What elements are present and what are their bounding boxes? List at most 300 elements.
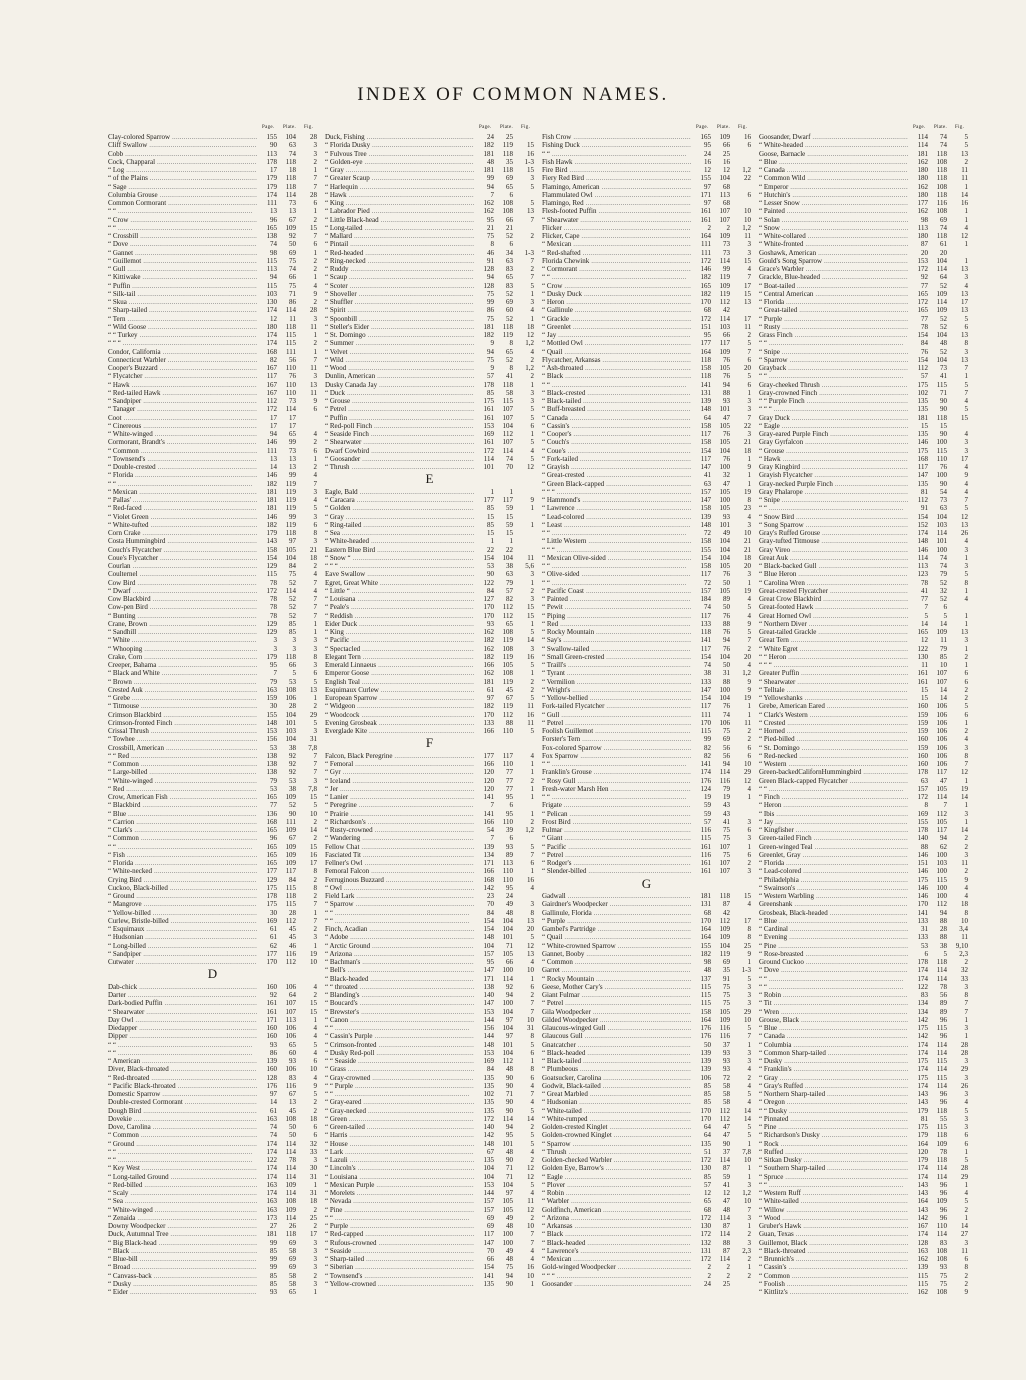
page-number: 174 — [257, 1148, 277, 1156]
page-number: 27 — [257, 1222, 277, 1230]
plate-number: 76 — [723, 570, 730, 579]
bird-name: “ White-fronted ..... — [759, 240, 908, 248]
bird-name: “ Black-crested ..... — [542, 389, 691, 397]
page-number: 85 — [691, 1173, 711, 1181]
page-number: 147 — [691, 463, 711, 471]
page-number: 85 — [474, 504, 494, 512]
plate-number: 112 — [285, 916, 296, 925]
figure-number: 2 — [964, 1205, 968, 1214]
figure-number: 2 — [530, 355, 534, 364]
figure-number: 5 — [747, 974, 751, 983]
plate-number: 112 — [719, 1114, 730, 1123]
plate-number: 106 — [936, 718, 947, 727]
plate-number: 32 — [723, 471, 730, 480]
index-entry — [759, 1288, 968, 1296]
page-number: 96 — [257, 216, 277, 224]
bird-name: Godwit, Black-tailed ..... — [542, 1082, 691, 1090]
figure-number: 5 — [313, 1040, 317, 1049]
index-entry — [759, 1131, 968, 1139]
bird-name: Great Crow Blackbird ..... — [759, 595, 908, 603]
plate-number: 114 — [285, 1189, 296, 1197]
page-number: 135 — [691, 1140, 711, 1148]
page-number: 2 — [691, 1263, 711, 1271]
page-number: 85 — [257, 1280, 277, 1288]
plate-number: 106 — [936, 727, 947, 735]
plate-number: 104 — [936, 256, 947, 265]
figure-number: 7 — [530, 256, 534, 265]
bird-name: “ Little Western ..... — [542, 537, 691, 545]
bird-name: “ Owl ..... — [325, 884, 474, 892]
bird-name: “ Common ..... — [108, 834, 257, 842]
plate-number: 105 — [502, 949, 513, 958]
plate-number: 107 — [936, 669, 947, 678]
page-number: 161 — [474, 438, 494, 446]
page-number: 46 — [474, 249, 494, 257]
figure-number: 3,4 — [959, 925, 968, 933]
plate-number: 110 — [502, 760, 513, 768]
plate-number: 107 — [285, 1007, 296, 1016]
index-entry — [759, 1280, 968, 1288]
index-entry — [108, 290, 317, 298]
index-entry — [759, 793, 968, 801]
page-number: 111 — [691, 249, 711, 257]
page-number: 142 — [908, 1214, 928, 1222]
index-entry — [325, 315, 534, 323]
plate-number: 101 — [285, 718, 296, 727]
plate-number: 115 — [936, 1123, 947, 1131]
index-entry — [759, 851, 968, 859]
figure-number: 26 — [961, 529, 968, 537]
page-number: 8 — [474, 240, 494, 248]
figure-number: 3 — [747, 405, 751, 414]
page-number: 155 — [691, 546, 711, 554]
bird-name: “ Blue ..... — [759, 158, 908, 166]
index-entry — [108, 150, 317, 158]
plate-number: 47 — [723, 1123, 730, 1131]
index-entry — [108, 529, 317, 537]
bird-name: “ Cassin's ..... — [759, 1263, 908, 1271]
bird-name: “ King ..... — [325, 628, 474, 636]
figure-number: 1 — [530, 314, 534, 323]
figure-number: 4 — [313, 586, 317, 595]
figure-number: 1 — [964, 1213, 968, 1222]
page-number: 135 — [474, 1107, 494, 1115]
bird-name: “ Green-tailed ..... — [325, 1123, 474, 1131]
index-entry — [108, 430, 317, 438]
figure-number: 5 — [964, 570, 968, 579]
bird-name: “ Western Warbling ..... — [759, 892, 908, 900]
plate-number: 38 — [940, 941, 947, 950]
index-entry — [108, 892, 317, 900]
index-entry — [108, 686, 317, 694]
figure-number: 3 — [313, 1246, 317, 1255]
index-entry — [325, 925, 534, 933]
figure-number: 4 — [964, 537, 968, 546]
page-number: 181 — [691, 892, 711, 900]
plate-number: 119 — [285, 520, 296, 529]
bird-name: “ Sandpiper ..... — [108, 397, 257, 405]
bird-name: “ Arizona ..... — [325, 950, 474, 958]
plate-number: 103 — [936, 520, 947, 529]
index-entry — [759, 273, 968, 281]
plate-number: 97 — [506, 1189, 513, 1197]
index-entry — [542, 480, 751, 488]
page-number: 82 — [257, 356, 277, 364]
page-number: 94 — [474, 348, 494, 356]
page-number: 120 — [908, 1148, 928, 1156]
page-number: 181 — [257, 496, 277, 504]
figure-number: 1 — [313, 619, 317, 628]
plate-number: 105 — [719, 421, 730, 430]
page-number: 120 — [474, 768, 494, 776]
index-entry — [108, 546, 317, 554]
figure-number: 6 — [313, 1057, 317, 1065]
index-entry — [542, 661, 751, 669]
index-entry — [759, 909, 968, 917]
index-entry — [759, 785, 968, 793]
plate-number: 73 — [940, 496, 947, 504]
bird-name: “ Piping ..... — [542, 612, 691, 620]
plate-number: 109 — [719, 232, 730, 240]
index-entry — [325, 463, 534, 471]
index-entry — [759, 942, 968, 950]
figure-number: 1 — [530, 430, 534, 438]
plate-number: 96 — [940, 1213, 947, 1222]
plate-number: 103 — [719, 322, 730, 331]
index-entry — [542, 513, 751, 521]
page-number: 141 — [691, 381, 711, 389]
plate-number: 49 — [506, 1246, 513, 1255]
plate-number: 91 — [723, 974, 730, 983]
page-number: 16 — [691, 158, 711, 166]
bird-name: “ “ ..... — [325, 1090, 474, 1098]
index-entry — [325, 1156, 534, 1164]
figure-number: 1 — [747, 578, 751, 587]
figure-number: 8 — [964, 339, 968, 348]
figure-number: 29 — [961, 1172, 968, 1181]
plate-number: 101 — [502, 933, 513, 942]
page-number: 180 — [908, 174, 928, 182]
page-number: 136 — [257, 810, 277, 818]
plate-number: 14 — [940, 694, 947, 702]
figure-number: 12 — [527, 1172, 534, 1181]
page-number: 160 — [257, 1065, 277, 1073]
figure-number: 7 — [530, 999, 534, 1008]
page-number: 182 — [474, 331, 494, 339]
page-number: 142 — [474, 1131, 494, 1139]
bird-name: “ Black-headed ..... — [325, 975, 474, 983]
plate-number: 104 — [936, 331, 947, 339]
page-number: 115 — [691, 834, 711, 842]
index-entry — [542, 389, 751, 397]
figure-number: 1 — [747, 388, 751, 397]
bird-name: “ White-headed ..... — [325, 537, 474, 545]
plate-number: 100 — [936, 867, 947, 876]
index-entry — [108, 1057, 317, 1065]
bird-name: “ “ ..... — [542, 579, 691, 587]
page-number: 134 — [908, 999, 928, 1007]
index-entry — [108, 867, 317, 875]
plate-number: 104 — [285, 133, 296, 141]
page-number: 118 — [691, 372, 711, 380]
page-number: 134 — [908, 1008, 928, 1016]
figure-number: 3 — [747, 867, 751, 876]
figure-number: 6 — [530, 982, 534, 991]
figure-number: 7 — [747, 413, 751, 422]
figure-number: 13 — [961, 355, 968, 364]
plate-number: 3 — [292, 636, 296, 645]
figure-number: 9,10 — [955, 941, 968, 950]
page-number: 172 — [474, 447, 494, 455]
page-number: 161 — [691, 216, 711, 224]
figure-number: 7 — [313, 760, 317, 768]
page-number: 154 — [908, 513, 928, 521]
plate-number: 119 — [285, 487, 296, 496]
index-entry — [108, 909, 317, 917]
index-entry — [759, 727, 968, 735]
index-entry — [325, 785, 534, 793]
plate-number: 104 — [719, 652, 730, 661]
page-number: 92 — [908, 273, 928, 281]
page-number: 175 — [908, 447, 928, 455]
figure-number: 3 — [747, 248, 751, 257]
index-entry — [325, 570, 534, 578]
plate-number: 48 — [506, 1222, 513, 1230]
plate-number: 66 — [723, 331, 730, 339]
index-entry — [108, 207, 317, 215]
plate-number: 56 — [723, 751, 730, 760]
figure-number: 5 — [747, 1131, 751, 1140]
figure-number: 5 — [747, 603, 751, 612]
index-entry — [542, 818, 751, 826]
figure-number: 2 — [313, 892, 317, 900]
page-number: 92 — [257, 991, 277, 999]
plate-number: 94 — [506, 1271, 513, 1280]
figure-number: 3 — [747, 991, 751, 999]
figure-number: 2 — [964, 685, 968, 694]
plate-number: 17 — [289, 413, 296, 422]
index-entry — [759, 537, 968, 545]
plate-number: 114 — [936, 265, 947, 273]
page-number: 154 — [908, 356, 928, 364]
index-entry — [108, 1247, 317, 1255]
plate-number: 114 — [936, 793, 947, 801]
index-entry — [759, 925, 968, 933]
page-number: 160 — [908, 735, 928, 743]
plate-number: 93 — [723, 512, 730, 521]
page-number: 157 — [908, 785, 928, 793]
figure-number: 2 — [747, 1230, 751, 1239]
index-entry — [325, 991, 534, 999]
bird-name: “ Gull ..... — [542, 711, 691, 719]
bird-name: “ Crow ..... — [108, 216, 257, 224]
index-entry — [325, 867, 534, 875]
page-number: 184 — [691, 595, 711, 603]
index-entry — [108, 1082, 317, 1090]
figure-number: 5 — [747, 339, 751, 348]
index-entry — [325, 414, 534, 422]
index-entry — [759, 306, 968, 314]
index-entry — [325, 909, 534, 917]
figure-number: 1 — [530, 974, 534, 983]
index-entry — [759, 257, 968, 265]
plate-number: 112 — [936, 900, 947, 909]
figure-number: 3 — [964, 1090, 968, 1098]
page-number: 156 — [474, 1024, 494, 1032]
figure-number: 2 — [964, 842, 968, 851]
bird-name: European Sparrow ..... — [325, 694, 474, 702]
index-entry — [759, 826, 968, 834]
bird-name: Esquimaux Curlew ..... — [325, 686, 474, 694]
figure-number: 13 — [961, 149, 968, 158]
plate-number: 100 — [936, 545, 947, 554]
plate-number: 118 — [936, 174, 947, 183]
bird-name: Flamingo, American ..... — [542, 183, 691, 191]
figure-number: 4 — [964, 281, 968, 290]
bird-name: “ Tern ..... — [108, 315, 257, 323]
index-entry — [325, 1090, 534, 1098]
figure-number: 9 — [747, 677, 751, 686]
page-number: 6 — [908, 950, 928, 958]
index-entry — [542, 950, 751, 958]
page-number: 172 — [691, 1156, 711, 1164]
index-entry — [759, 265, 968, 273]
page-number: 158 — [257, 546, 277, 554]
bird-name: “ Long-tailed Ground ..... — [108, 1173, 257, 1181]
index-entry — [759, 174, 968, 182]
bird-name: Cobb ..... — [108, 150, 257, 158]
page-number: 88 — [908, 843, 928, 851]
page-number: 166 — [474, 727, 494, 735]
index-entry — [759, 504, 968, 512]
plate-number: 79 — [723, 784, 730, 793]
index-entry — [759, 669, 968, 677]
figure-number: 7 — [747, 347, 751, 356]
index-entry — [759, 1032, 968, 1040]
page-number: 182 — [691, 290, 711, 298]
figure-number: 16 — [527, 1263, 534, 1272]
figure-number: 3 — [964, 438, 968, 447]
page-number: 170 — [908, 900, 928, 908]
bird-name: Condor, California ..... — [108, 348, 257, 356]
plate-number: 12 — [723, 166, 730, 174]
page-number: 12 — [908, 636, 928, 644]
page-number: 31 — [908, 925, 928, 933]
figure-number: 10 — [744, 529, 751, 537]
index-entry — [325, 801, 534, 809]
index-entry — [542, 1016, 751, 1024]
figure-number: 1 — [530, 289, 534, 298]
page-number: 95 — [691, 331, 711, 339]
bird-name: “ “ Red ..... — [108, 752, 257, 760]
index-entry — [325, 892, 534, 900]
index-entry — [325, 653, 534, 661]
page-number: 8 — [908, 801, 928, 809]
plate-header: Plate. — [717, 125, 731, 130]
figure-number: 6 — [313, 446, 317, 455]
bird-name: “ Blackbird ..... — [108, 801, 257, 809]
figure-number: 10 — [310, 809, 317, 818]
figure-number: 14 — [961, 190, 968, 199]
index-entry — [108, 405, 317, 413]
figure-number: 1,2 — [742, 1189, 751, 1197]
figure-number: 4 — [964, 735, 968, 744]
plate-number: 100 — [502, 966, 513, 975]
index-entry — [759, 620, 968, 628]
index-entry — [542, 942, 751, 950]
index-entry — [542, 1140, 751, 1148]
index-entry — [759, 216, 968, 224]
page-number: 161 — [691, 859, 711, 867]
page-number: 182 — [691, 273, 711, 281]
plate-number: 71 — [506, 1164, 513, 1173]
page-number: 122 — [908, 645, 928, 653]
page-number: 154 — [691, 554, 711, 562]
plate-number: 88 — [940, 933, 947, 942]
page-number: 179 — [257, 174, 277, 182]
page-number: 75 — [474, 290, 494, 298]
figure-number: 2 — [747, 727, 751, 735]
page-number: 57 — [691, 1181, 711, 1189]
bird-name: Greenshank ..... — [759, 900, 908, 908]
plate-number: 118 — [502, 149, 513, 158]
page-number: 176 — [691, 1024, 711, 1032]
bird-name: Gray-tufted Titmouse ..... — [759, 537, 908, 545]
page-number: 177 — [257, 950, 277, 958]
index-entry — [542, 1263, 751, 1271]
index-entry — [325, 199, 534, 207]
figure-number: 13 — [310, 380, 317, 389]
index-entry — [108, 1173, 317, 1181]
figure-number: 11 — [961, 174, 968, 183]
index-entry — [325, 760, 534, 768]
index-entry — [759, 719, 968, 727]
figure-number: 26 — [961, 1081, 968, 1090]
page-number: 177 — [257, 867, 277, 875]
figure-number: 2 — [530, 1123, 534, 1131]
index-entry — [542, 1082, 751, 1090]
index-entry — [759, 612, 968, 620]
plate-number: 116 — [285, 949, 296, 958]
page-number: 179 — [257, 183, 277, 191]
plate-number: 104 — [502, 1024, 513, 1032]
figure-number: 4 — [530, 1081, 534, 1090]
figure-number: 3 — [964, 347, 968, 356]
plate-number: 48 — [940, 339, 947, 348]
plate-number: 119 — [502, 652, 513, 661]
figure-number: 1,2 — [742, 166, 751, 174]
bird-name: “ Least ..... — [542, 521, 691, 529]
figure-number: 18 — [310, 1114, 317, 1123]
bird-name: “ Dove ..... — [108, 240, 257, 248]
figure-number: 3 — [313, 776, 317, 785]
plate-number: 109 — [719, 133, 730, 141]
plate-number: 97 — [506, 1032, 513, 1041]
page-number: 154 — [257, 554, 277, 562]
plate-number: 117 — [502, 751, 513, 760]
page-number: 161 — [908, 669, 928, 677]
index-entry — [542, 199, 751, 207]
bird-name: “ Western ..... — [759, 760, 908, 768]
plate-number: 118 — [285, 652, 296, 661]
fig-header: Fig. — [521, 125, 531, 130]
index-entry — [325, 1024, 534, 1032]
page-number: 155 — [691, 942, 711, 950]
bird-name: “ Red-shafted ..... — [542, 249, 691, 257]
bird-name: Grouse, Black ..... — [759, 1016, 908, 1024]
bird-name: Great-footed Hawk ..... — [759, 603, 908, 611]
index-entry — [759, 1115, 968, 1123]
